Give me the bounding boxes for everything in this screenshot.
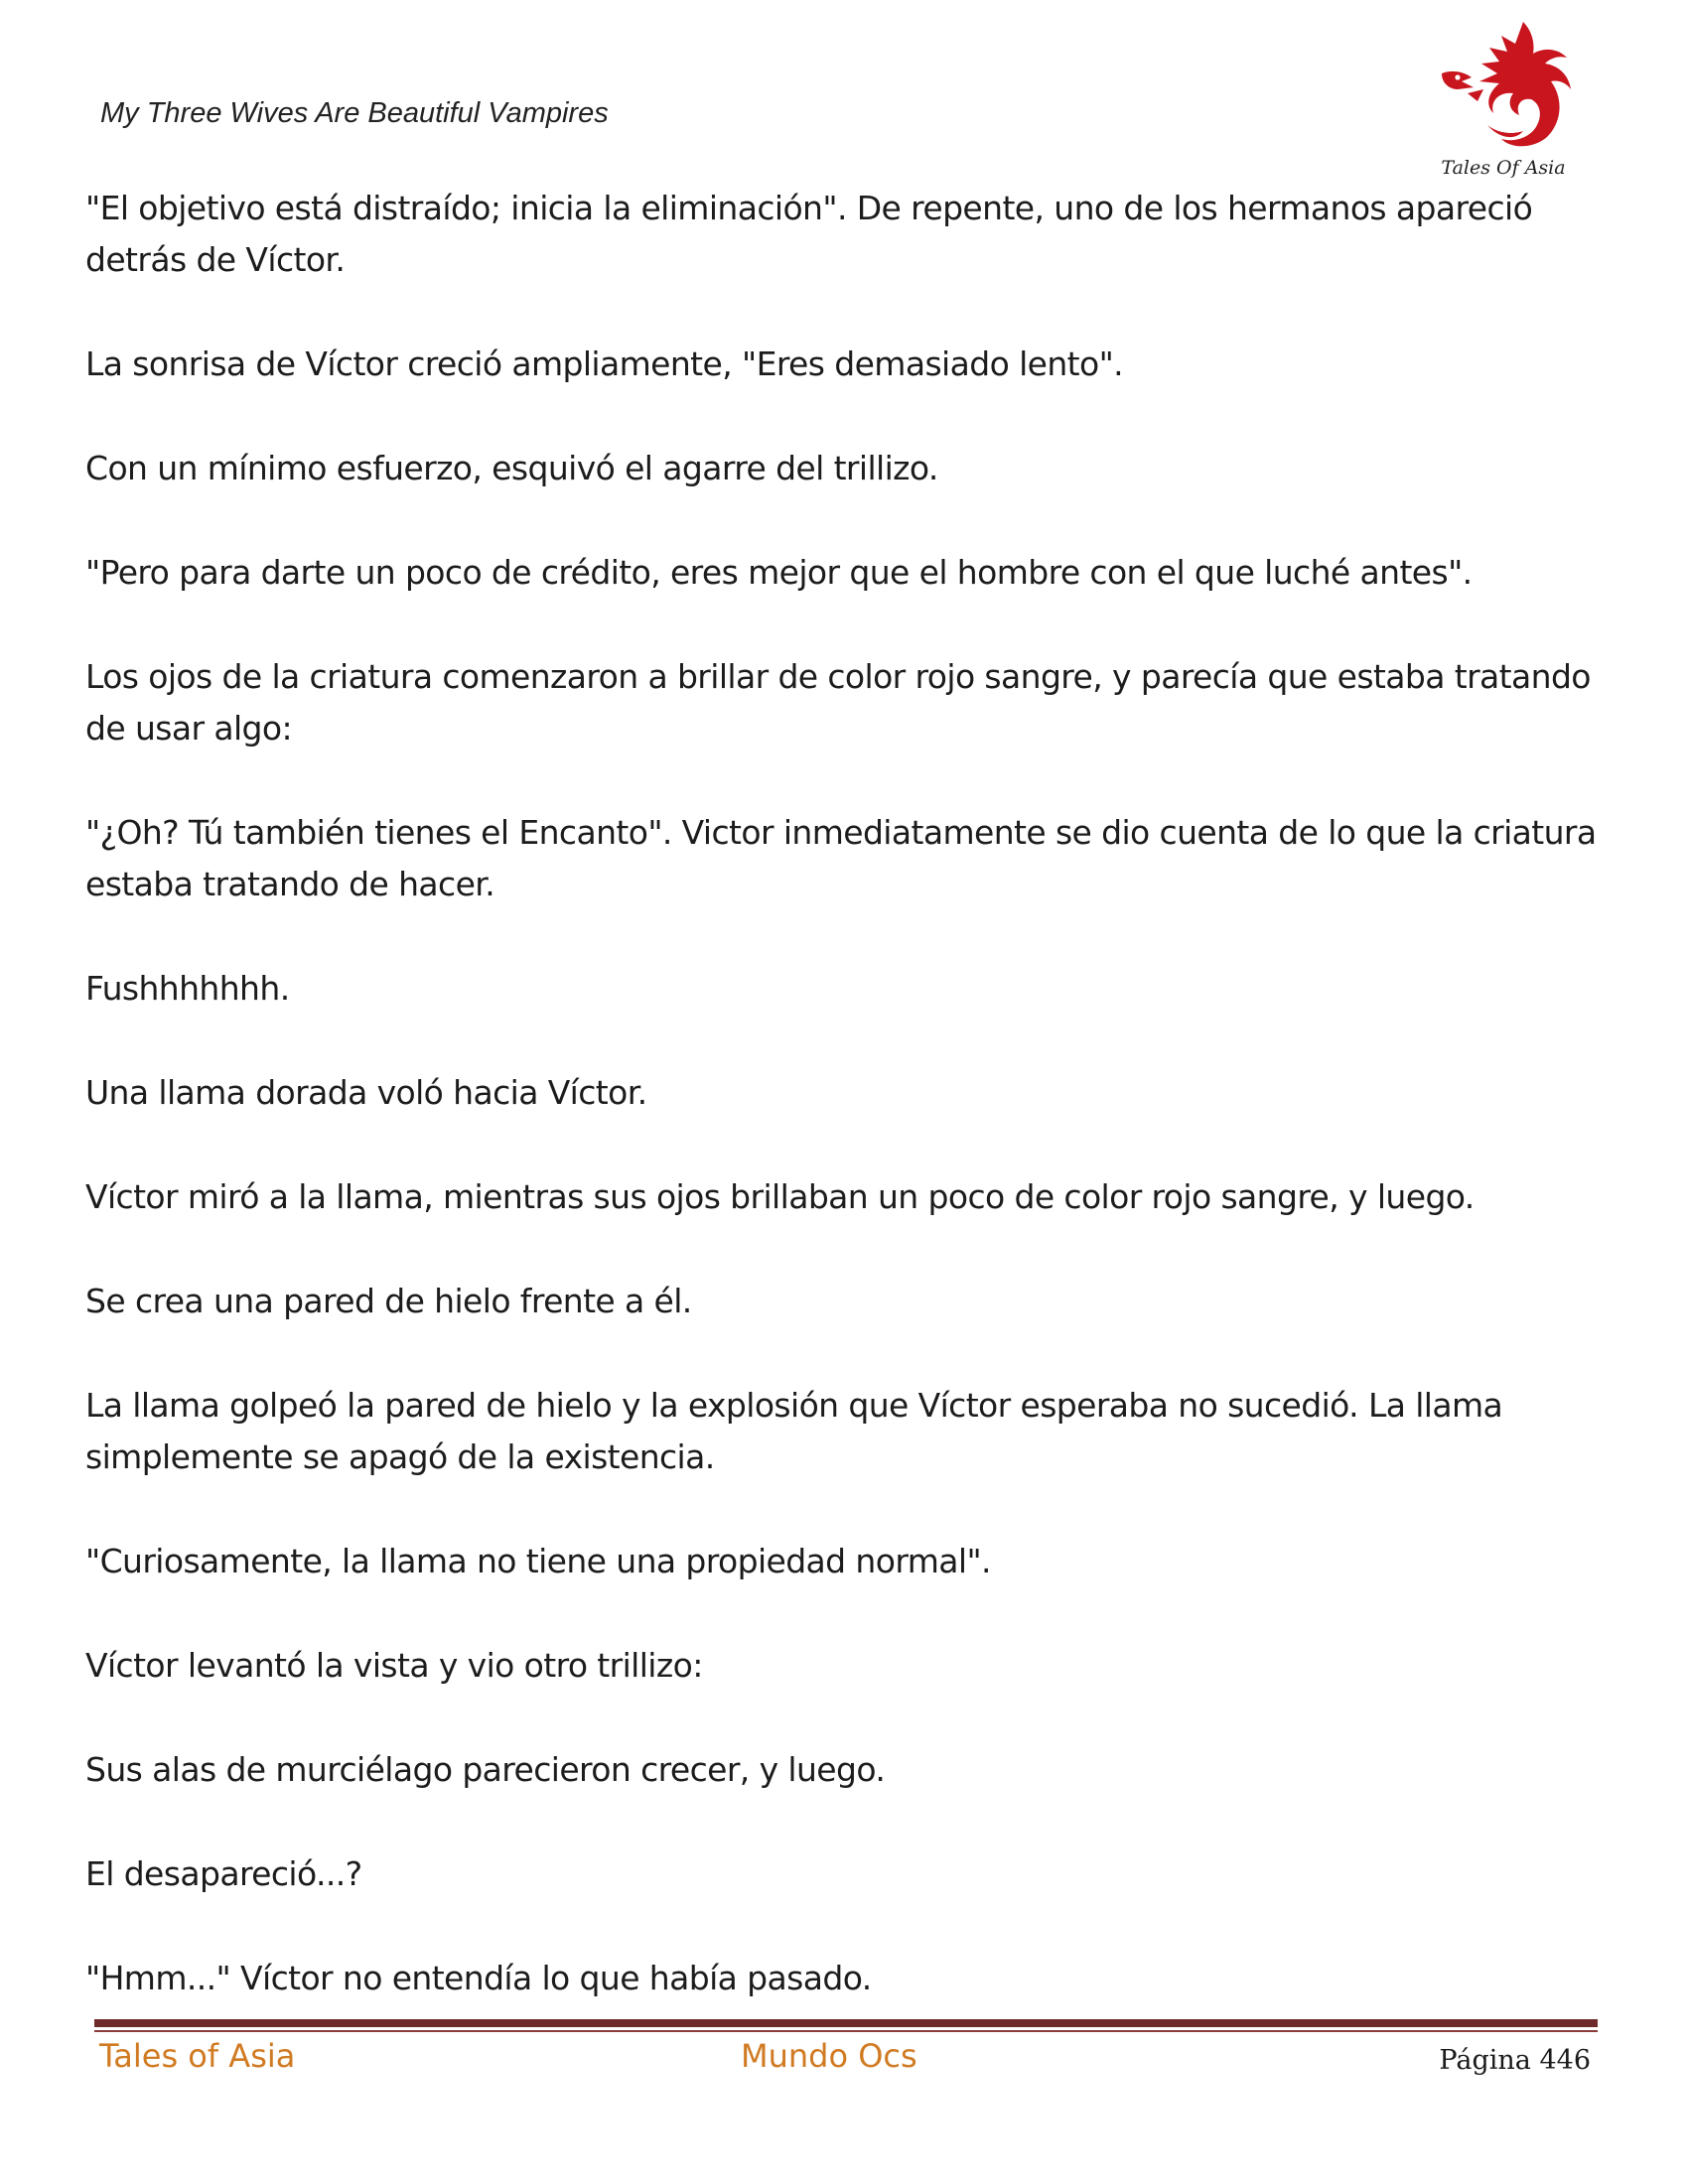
paragraph: "Curiosamente, la llama no tiene una propiedad normal". bbox=[85, 1542, 991, 1580]
paragraph: Una llama dorada voló hacia Víctor. bbox=[85, 1073, 647, 1112]
running-header-title: My Three Wives Are Beautiful Vampires bbox=[100, 97, 609, 129]
paragraph: "¿Oh? Tú también tienes el Encanto". Victor inmediatamente se dio cuenta de lo que la criatura estaba tratando de hacer. bbox=[85, 813, 1597, 903]
paragraph: "Pero para darte un poco de crédito, eres mejor que el hombre con el que luché antes". bbox=[85, 553, 1473, 592]
paragraph: Los ojos de la criatura comenzaron a brillar de color rojo sangre, y parecía que estaba tratando de usar algo: bbox=[85, 657, 1591, 748]
footer-world-name: Mundo Ocs bbox=[741, 2037, 917, 2075]
paragraph: Víctor miró a la llama, mientras sus ojos brillaban un poco de color rojo sangre, y luego. bbox=[85, 1177, 1475, 1216]
paragraph: "El objetivo está distraído; inicia la eliminación". De repente, uno de los hermanos apareció detrás de Víctor. bbox=[85, 189, 1533, 279]
paragraph: Se crea una pared de hielo frente a él. bbox=[85, 1282, 692, 1320]
paragraph: "Hmm..." Víctor no entendía lo que había pasado. bbox=[85, 1959, 872, 1997]
paragraph: Fushhhhhhh. bbox=[85, 969, 290, 1008]
footer-site-name: Tales of Asia bbox=[99, 2037, 296, 2075]
footer-divider-thin bbox=[94, 2030, 1598, 2032]
tales-of-asia-dragon-logo bbox=[1428, 18, 1575, 183]
paragraph: La sonrisa de Víctor creció ampliamente, "Eres demasiado lento". bbox=[85, 344, 1124, 383]
footer-divider-thick bbox=[94, 2019, 1598, 2027]
paragraph: La llama golpeó la pared de hielo y la explosión que Víctor esperaba no sucedió. La llama simplemente se apagó de la existencia. bbox=[85, 1386, 1503, 1476]
paragraph: Víctor levantó la vista y vio otro trillizo: bbox=[85, 1646, 703, 1685]
chapter-body bbox=[85, 183, 1615, 2057]
paragraph: Sus alas de murciélago parecieron crecer, y luego. bbox=[85, 1750, 886, 1789]
paragraph: Con un mínimo esfuerzo, esquivó el agarre del trillizo. bbox=[85, 449, 938, 487]
paragraph: El desapareció...? bbox=[85, 1854, 362, 1893]
footer-page-number: Página 446 bbox=[1439, 2045, 1591, 2076]
logo-wordmark: Tales Of Asia bbox=[1441, 157, 1566, 179]
